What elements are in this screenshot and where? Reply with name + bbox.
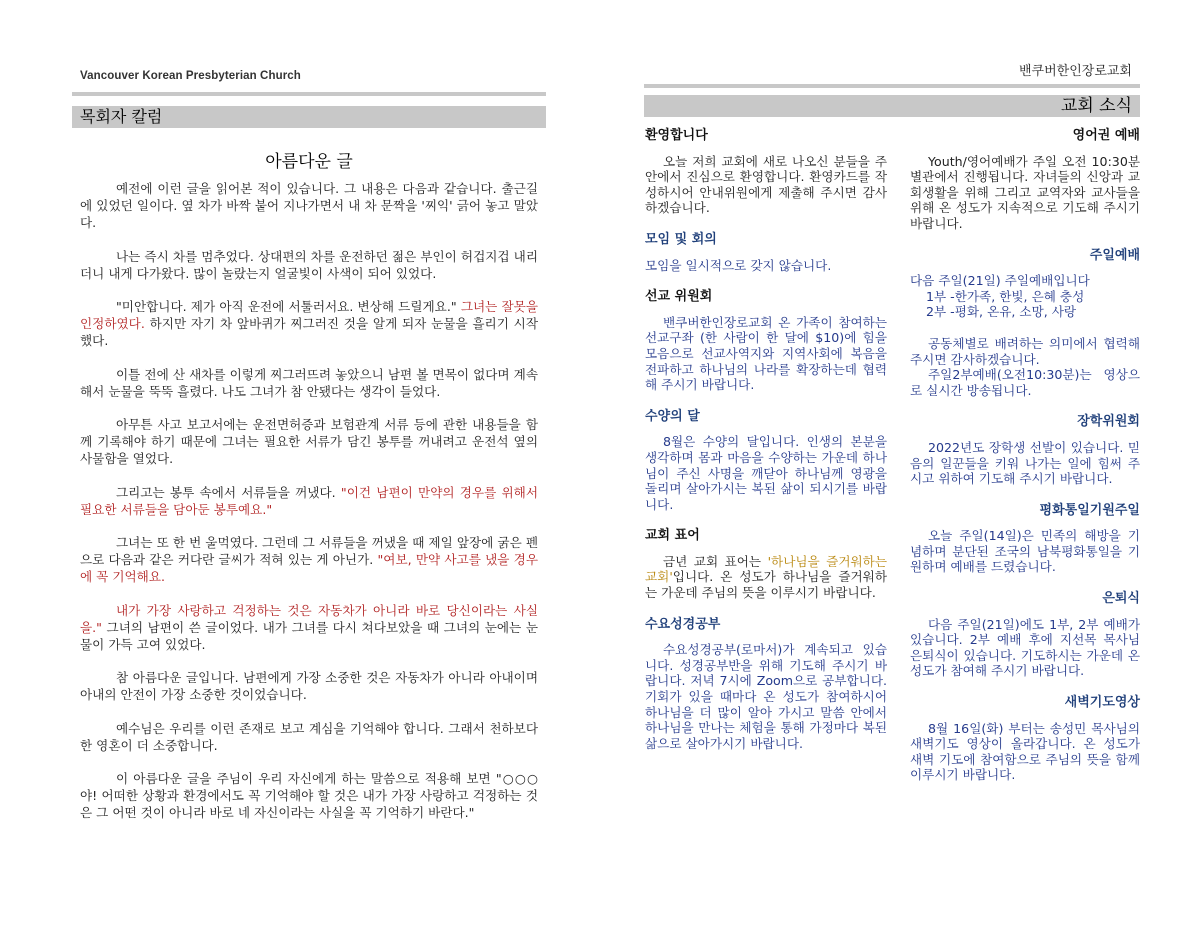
section-bar-pastor-column: 목회자 칼럼 xyxy=(72,106,546,128)
paragraph xyxy=(80,180,538,232)
sunday-worship-schedule xyxy=(910,273,1140,320)
text-scholarship: 2022년도 장학생 선발이 있습니다. 믿음의 일꾼들을 키워 나가는 일에 힘써 주시고 위하여 기도해 주시기 바랍니다. xyxy=(910,439,1140,487)
service-2: 2부 -평화, 온유, 소망, 사랑 xyxy=(926,304,1077,320)
heading-retirement: 은퇴식 xyxy=(1102,591,1140,607)
news-text xyxy=(645,434,887,512)
text-retirement: 다음 주일(21일)에도 1부, 2부 예배가 있습니다. 2부 예배 후에 지선목 목사님 은퇴식이 있습니다. 기도하시는 가운데 온 성도가 참여해 주시기 바랍니다. xyxy=(910,616,1140,679)
motto-text: '하나님을 즐거워하는 교회' xyxy=(645,553,887,585)
highlight-text: "이건 남편이 만약의 경우를 위해서 필요한 서류들을 담아둔 봉투예요." xyxy=(80,484,539,517)
paragraph xyxy=(80,484,538,518)
right-page xyxy=(600,0,1200,927)
highlight-text: "여보, 만약 사고를 냈을 경우에 꼭 기억해요. xyxy=(80,552,538,585)
news-heading: 선교 위원회 xyxy=(645,289,713,305)
header-rule xyxy=(644,84,1140,88)
paragraph-text: 그리고는 봉투 속에서 서류들을 꺼냈다. xyxy=(116,484,341,500)
church-name-korean: 밴쿠버한인장로교회 xyxy=(1018,64,1132,79)
paragraph-text: 이틀 전에 산 새차를 이렇게 찌그러뜨려 놓았으니 남편 볼 면목이 없다며 계속해서 눈물을 뚝뚝 흘렸다. 나도 그녀가 참 안됐다는 생각이 들었다. xyxy=(80,366,538,399)
sunday-intro: 다음 주일(21일) 주일예배입니다 xyxy=(910,273,1090,289)
highlight-text: 내가 가장 사랑하고 걱정하는 것은 자동차가 아니라 바로 당신이라는 사실을." xyxy=(80,602,538,635)
paragraph-text: 아무튼 사고 보고서에는 운전면허증과 보험관계 서류 등에 관한 내용들을 함께 기록해야 하기 때문에 그녀는 필요한 서류가 담긴 봉투를 꺼내려고 운전석 옆의 사물함을 열었다. xyxy=(80,417,538,467)
paragraph-text: 참 아름다운 글입니다. 남편에게 가장 소중한 것은 자동차가 아니라 아내이며 아내의 안전이 가장 소중한 것이었습니다. xyxy=(80,670,538,703)
paragraph xyxy=(80,602,538,654)
paragraph xyxy=(80,770,538,822)
paragraph-text: 그녀는 또 한 번 울먹였다. 그런데 그 서류들을 꺼냈을 때 제일 앞장에 굵은 펜으로 다음과 같은 커다란 글씨가 적혀 있는 게 아닌가. xyxy=(80,535,538,568)
paragraph xyxy=(80,720,538,754)
highlight-text: 그녀는 잘못을 인정하였다. xyxy=(80,299,539,332)
paragraph xyxy=(80,534,538,586)
heading-scholarship: 장학위원회 xyxy=(1077,414,1140,430)
news-text-segment: 입니다. 온 성도가 하나님을 즐거워하는 가운데 주님의 뜻을 이루시기 바랍니다. xyxy=(645,569,887,601)
news-text-segment: 밴쿠버한인장로교회 온 가족이 참여하는 선교구좌 (한 사람이 한 달에 $10)에 힘을 모음으로 선교사역지와 지역사회에 복음을 전파하고 하나님의 나라를 확장하는데 협력해 주시기 바랍니다. xyxy=(645,314,887,393)
paragraph-text: 예수님은 우리를 이런 존재로 보고 계심을 기억해야 합니다. 그래서 천하보다 한 영혼이 더 소중합니다. xyxy=(80,720,538,753)
news-text xyxy=(645,554,887,601)
paragraph xyxy=(80,298,538,350)
paragraph-text: 그녀의 남편이 쓴 글이었다. 내가 그녀를 다시 쳐다보았을 때 그녀의 눈에는 눈물이 가득 고여 있었다. xyxy=(80,619,538,653)
paragraph xyxy=(80,248,538,282)
service-1: 1부 -한가족, 한빛, 은혜 충성 xyxy=(926,288,1085,304)
heading-sunday-worship: 주일예배 xyxy=(1089,247,1140,263)
news-text xyxy=(645,258,887,274)
paragraph-text: 예전에 이런 글을 읽어본 적이 있습니다. 그 내용은 다음과 같습니다. 출근길에 있었던 일이다. 옆 차가 바짝 붙어 지나가면서 내 차 문짝을 '찌익' 긁어 놓고 말았다. xyxy=(80,181,538,231)
paragraph-text: 하지만 자기 차 앞바퀴가 찌그러진 것을 알게 되자 눈물을 흘리기 시작했다. xyxy=(80,316,538,349)
news-heading: 수요성경공부 xyxy=(645,616,721,632)
news-heading: 환영합니다 xyxy=(645,128,708,143)
news-text xyxy=(645,154,887,216)
news-text-segment: 오늘 저희 교회에 새로 나오신 분들을 주 안에서 진심으로 환영합니다. 환영카드를 작성하시어 안내위원에게 제출해 주시면 감사하겠습니다. xyxy=(645,153,887,216)
paragraph-text: 나는 즉시 차를 멈추었다. 상대편의 차를 운전하던 젊은 부인이 허겁지겁 내리더니 내게 다가왔다. 많이 놀랐는지 얼굴빛이 사색이 되어 있었다. xyxy=(80,248,538,281)
column-body xyxy=(80,180,538,838)
section-bar-church-news: 교회 소식 xyxy=(644,95,1140,117)
header-rule xyxy=(72,92,546,96)
text-peace-sunday: 오늘 주일(14일)은 민족의 해방을 기념하며 분단된 조국의 남북평화통일을 기원하며 예배를 드렸습니다. xyxy=(910,528,1140,575)
news-text xyxy=(645,315,887,393)
news-text-segment: 금년 교회 표어는 xyxy=(663,553,768,569)
news-heading: 교회 표어 xyxy=(645,528,700,544)
paragraph-text: "미안합니다. 제가 아직 운전에 서툴러서요. 변상해 드릴게요." xyxy=(116,299,461,315)
heading-dawn-prayer: 새벽기도영상 xyxy=(1064,695,1140,711)
paragraph-text: 이 아름다운 글을 주님이 우리 자신에게 하는 말씀으로 적용해 보면 "○○○야! 어떠한 상황과 환경에서도 꼭 기억해야 할 것은 내가 가장 사랑하고 걱정하는 것은 그 어떤 것이 아니라 바로 네 자신이라는 사실을 꼭 기억하기 바란다." xyxy=(80,771,538,821)
news-heading: 수양의 달 xyxy=(645,408,700,424)
news-heading: 모임 및 회의 xyxy=(645,231,717,247)
news-column-left xyxy=(645,128,887,767)
heading-youth-worship: 영어권 예배 xyxy=(1072,128,1140,143)
text-dawn-prayer: 8월 16일(화) 부터는 송성민 목사님의 새벽기도 영상이 올라갑니다. 온 성도가 새벽 기도에 참여함으로 주님의 뜻을 함께 이루시기 바랍니다. xyxy=(910,720,1140,783)
text-sunday-broadcast: 주일2부예배(오전10:30분)는 영상으로 실시간 방송됩니다. xyxy=(910,367,1140,398)
news-text-segment: 수요성경공부(로마서)가 계속되고 있습니다. 성경공부반을 위해 기도해 주시기 바랍니다. 저녁 7시에 Zoom으로 공부합니다. 기회가 있을 때마다 온 성도가 참여하시어 하나님을 더 많이 알아 가시고 말씀 안에서 하나님을 만나는 체험을 통해 가정마다 복된 삶으로 살아가시기 바랍니다. xyxy=(645,642,887,751)
paragraph xyxy=(80,416,538,468)
news-text xyxy=(645,642,887,751)
news-column-right xyxy=(910,128,1140,799)
text-sunday-worship: 공동체별로 배려하는 의미에서 협력해 주시면 감사하겠습니다. xyxy=(910,335,1140,367)
text-youth-worship: Youth/영어예배가 주일 오전 10:30분 별관에서 진행됩니다. 자녀들의 신앙과 교회생활을 위해 그리고 교역자와 교사들을 위해 온 성도가 지속적으로 기도해 주시기 바랍니다. xyxy=(910,153,1140,231)
news-text-segment: 모임을 일시적으로 갖지 않습니다. xyxy=(645,257,832,273)
church-name-english: Vancouver Korean Presbyterian Church xyxy=(80,70,301,82)
news-text-segment: 8월은 수양의 달입니다. 인생의 본분을 생각하며 몸과 마음을 수양하는 가운데 하나님이 주신 사명을 깨닫아 하나님께 영광을 돌리며 살아가시는 복된 삶이 되시기를 바랍니다. xyxy=(645,434,887,512)
heading-peace-sunday: 평화통일기원주일 xyxy=(1039,502,1140,518)
column-title: 아름다운 글 xyxy=(265,152,353,172)
paragraph xyxy=(80,669,538,703)
paragraph xyxy=(80,366,538,400)
